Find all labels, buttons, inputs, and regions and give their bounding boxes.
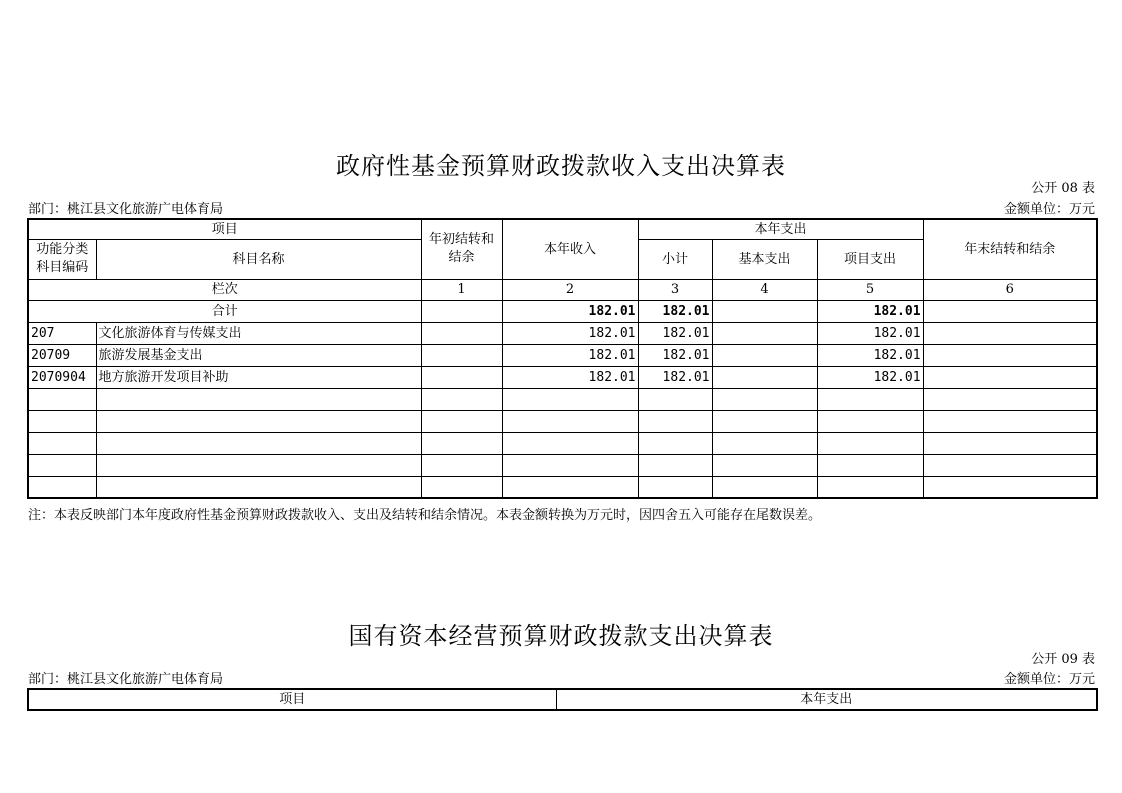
table09-department: 部门：桃江县文化旅游广电体育局 [28,672,224,687]
total-ending [923,300,1097,322]
header-project-exp: 项目支出 [817,239,923,279]
row-income: 182.01 [502,344,638,366]
row-subtotal: 182.01 [638,344,712,366]
header-income: 本年收入 [502,219,638,279]
row-project: 182.01 [817,344,923,366]
empty-row [28,476,1097,498]
row-code: 20709 [28,344,96,366]
row-ending [923,344,1097,366]
row-income: 182.01 [502,322,638,344]
table09-title: 国有资本经营预算财政拨款支出决算表 [348,622,774,650]
empty-row [28,410,1097,432]
column-number: 2 [502,279,638,300]
row-code: 2070904 [28,366,96,388]
column-number: 3 [638,279,712,300]
row-name: 旅游发展基金支出 [96,344,421,366]
table-row [28,322,1097,344]
empty-row [28,432,1097,454]
header-project: 项目 [28,219,421,239]
row-subtotal: 182.01 [638,366,712,388]
row-beginning [421,366,502,388]
column-number: 4 [712,279,817,300]
table09-header-expenditure: 本年支出 [556,689,1097,710]
header-func-code: 功能分类科目编码 [28,239,96,279]
row-name: 文化旅游体育与传媒支出 [96,322,421,344]
header-expenditure: 本年支出 [638,219,923,239]
table09-header-project: 项目 [28,689,556,710]
table08-code: 公开 08 表 [1031,181,1095,196]
total-label: 合计 [28,300,421,322]
total-project: 182.01 [817,300,923,322]
header-ending-balance: 年末结转和结余 [923,219,1097,279]
row-project: 182.01 [817,322,923,344]
column-number: 6 [923,279,1097,300]
table-row [28,366,1097,388]
row-code: 207 [28,322,96,344]
total-subtotal: 182.01 [638,300,712,322]
empty-row [28,454,1097,476]
table08-grid [27,218,1098,499]
row-subtotal: 182.01 [638,322,712,344]
header-subject-name: 科目名称 [96,239,421,279]
column-number: 5 [817,279,923,300]
table08-title: 政府性基金预算财政拨款收入支出决算表 [336,152,786,180]
header-subtotal: 小计 [638,239,712,279]
header-beginning-balance: 年初结转和结余 [421,219,502,279]
table09-unit: 金额单位：万元 [1003,672,1095,687]
row-income: 182.01 [502,366,638,388]
empty-row [28,388,1097,410]
total-income: 182.01 [502,300,638,322]
row-basic [712,344,817,366]
table-row [28,344,1097,366]
row-ending [923,366,1097,388]
column-index-label: 栏次 [28,279,421,300]
row-basic [712,322,817,344]
table09-grid [27,688,1098,711]
row-ending [923,322,1097,344]
row-beginning [421,344,502,366]
row-project: 182.01 [817,366,923,388]
total-basic [712,300,817,322]
row-basic [712,366,817,388]
table08-note: 注：本表反映部门本年度政府性基金预算财政拨款收入、支出及结转和结余情况。本表金额转换为万元时，因四舍五入可能存在尾数误差。 [28,508,822,523]
header-basic: 基本支出 [712,239,817,279]
table08-department: 部门：桃江县文化旅游广电体育局 [28,202,224,217]
total-beginning [421,300,502,322]
column-number: 1 [421,279,502,300]
table08-unit: 金额单位：万元 [1003,202,1095,217]
row-beginning [421,322,502,344]
table09-code: 公开 09 表 [1031,652,1095,667]
row-name: 地方旅游开发项目补助 [96,366,421,388]
